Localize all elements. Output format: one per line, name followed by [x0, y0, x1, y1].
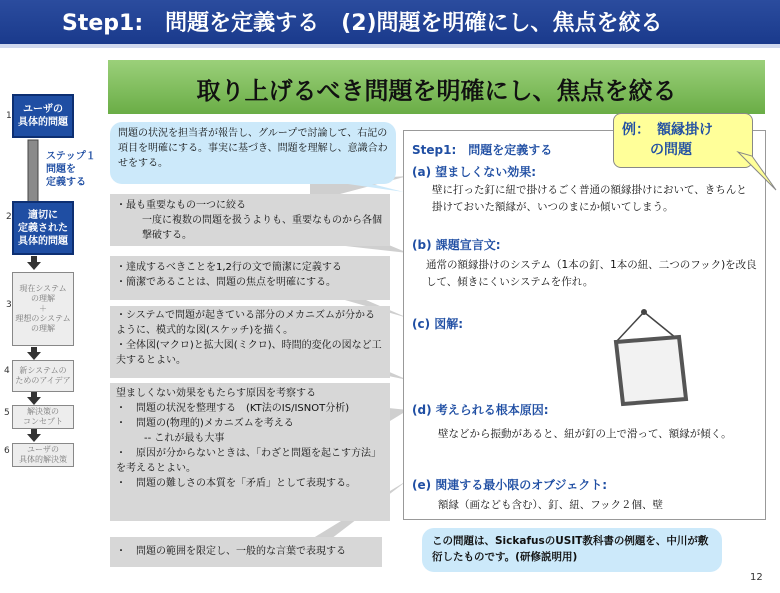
root-cause-text: 壁などから振動があると、紐が釘の上で滑って、額縁が傾く。	[438, 428, 732, 440]
statement-heading: (b) 課題宣言文:	[412, 238, 501, 252]
flow-step-note: ステップ１ 問題を 定義する	[46, 151, 96, 188]
effect-heading: (a) 望ましくない効果:	[412, 165, 537, 179]
left-box-causes-i1: ・ 問題の状況を整理する (KT法のIS/ISNOT分析)	[116, 403, 350, 414]
string-right	[644, 312, 676, 338]
effect-text: 壁に打った釘に紐で掛けるごく普通の額縁掛けにおいて、きちんと掛けておいた額縁が、いつのまにか傾いてしまう。	[432, 184, 747, 213]
flow-box-user-problem: ユーザの 具体的問題	[12, 94, 74, 138]
root-cause-heading: (d) 考えられる根本原因:	[412, 403, 549, 417]
string-left	[616, 312, 644, 342]
left-box-focus-b2: 一度に複数の問題を扱うよりも、重要なものから各個撃破する。	[142, 215, 382, 241]
tilted-frame-sketch	[600, 305, 700, 407]
example-callout	[613, 113, 753, 168]
flow-box-system-understanding: 現在システム の理解 ＋ 理想のシステム の理解	[12, 272, 74, 346]
picture-frame	[616, 337, 686, 404]
headline-text: 取り上げるべき問題を明確にし、焦点を絞る	[196, 77, 677, 105]
left-box-sketch-b1: ・システムで問題が起きている部分のメカニズムが分かるように、模式的な図(スケッチ)を描く。	[116, 310, 375, 336]
flow-num-6: 6	[4, 446, 10, 456]
source-note	[422, 528, 722, 572]
flow-num-3: 3	[6, 300, 12, 310]
left-box-causes-i2b: -- これが最も大事	[144, 433, 225, 444]
flow-num-1: 1	[6, 111, 12, 121]
left-box-sketch	[110, 306, 390, 378]
example-callout-text: 例： 額縁掛け の問題	[622, 122, 713, 158]
left-box-causes	[110, 383, 390, 521]
flow-box-solution-concept: 解決策の コンセプト	[12, 405, 74, 429]
flow-box-defined-problem: 適切に 定義された 具体的問題	[12, 201, 74, 255]
diagram-heading: (c) 図解:	[412, 317, 464, 331]
left-box-statement	[110, 256, 390, 300]
headline-banner	[108, 60, 765, 114]
statement-text: 通常の額縁掛けのシステム（1本の釘、1本の紐、二つのフック)を改良して、傾きにくいシステムを作れ。	[426, 259, 757, 288]
left-box-causes-i4: ・ 問題の難しさの本質を「矛盾」として表現する。	[116, 478, 356, 489]
page-number: 12	[750, 572, 763, 583]
left-box-focus-b1: ・最も重要なもの一つに絞る	[116, 200, 246, 211]
flow-box-new-ideas: 新システムの ためのアイデア	[12, 360, 74, 392]
title-underline	[0, 44, 780, 48]
left-box-scope	[110, 537, 382, 567]
source-note-text: この問題は、SickafusのUSIT教科書の例題を、中川が敷衍したものです。(研修説明用)	[432, 535, 709, 563]
left-box-sketch-b2: ・全体図(マクロ)と拡大図(ミクロ)、時間的変化の図など工夫するとよい。	[116, 340, 382, 366]
objects-text: 額縁（画なども含む）、釘、紐、フック２個、壁	[438, 499, 664, 511]
flow-box-user-solution: ユーザの 具体的解決策	[12, 443, 74, 467]
flow-num-2: 2	[6, 212, 12, 222]
intro-text: 問題の状況を担当者が報告し、グループで討論して、右記の項目を明確にする。事実に基づき、問題を理解し、意識合わせをする。	[118, 128, 388, 169]
left-box-scope-text: ・ 問題の範囲を限定し、一般的な言葉で表現する	[116, 546, 346, 557]
left-box-focus	[110, 194, 390, 246]
example-step-title: Step1: 問題を定義する	[412, 143, 553, 157]
left-box-causes-i3: ・ 原因が分からないときは、「わざと問題を起こす方法」を考えるとよい。	[116, 448, 381, 474]
left-box-statement-b1: ・達成するべきことを1,2行の文で簡潔に定義する	[116, 262, 342, 273]
flow-num-4: 4	[4, 366, 10, 376]
flow-num-5: 5	[4, 408, 10, 418]
left-box-causes-head: 望ましくない効果をもたらす原因を考察する	[116, 388, 316, 399]
left-box-causes-i2: ・ 問題の(物理的)メカニズムを考える	[116, 418, 294, 429]
example-callout-tail	[736, 150, 780, 195]
title-bar	[0, 0, 780, 44]
slide-title: Step1: 問題を定義する (2)問題を明確にし、焦点を絞る	[62, 11, 663, 36]
objects-heading: (e) 関連する最小限のオブジェクト:	[412, 478, 608, 492]
left-box-statement-b2: ・簡潔であることは、問題の焦点を明確にする。	[116, 277, 336, 288]
